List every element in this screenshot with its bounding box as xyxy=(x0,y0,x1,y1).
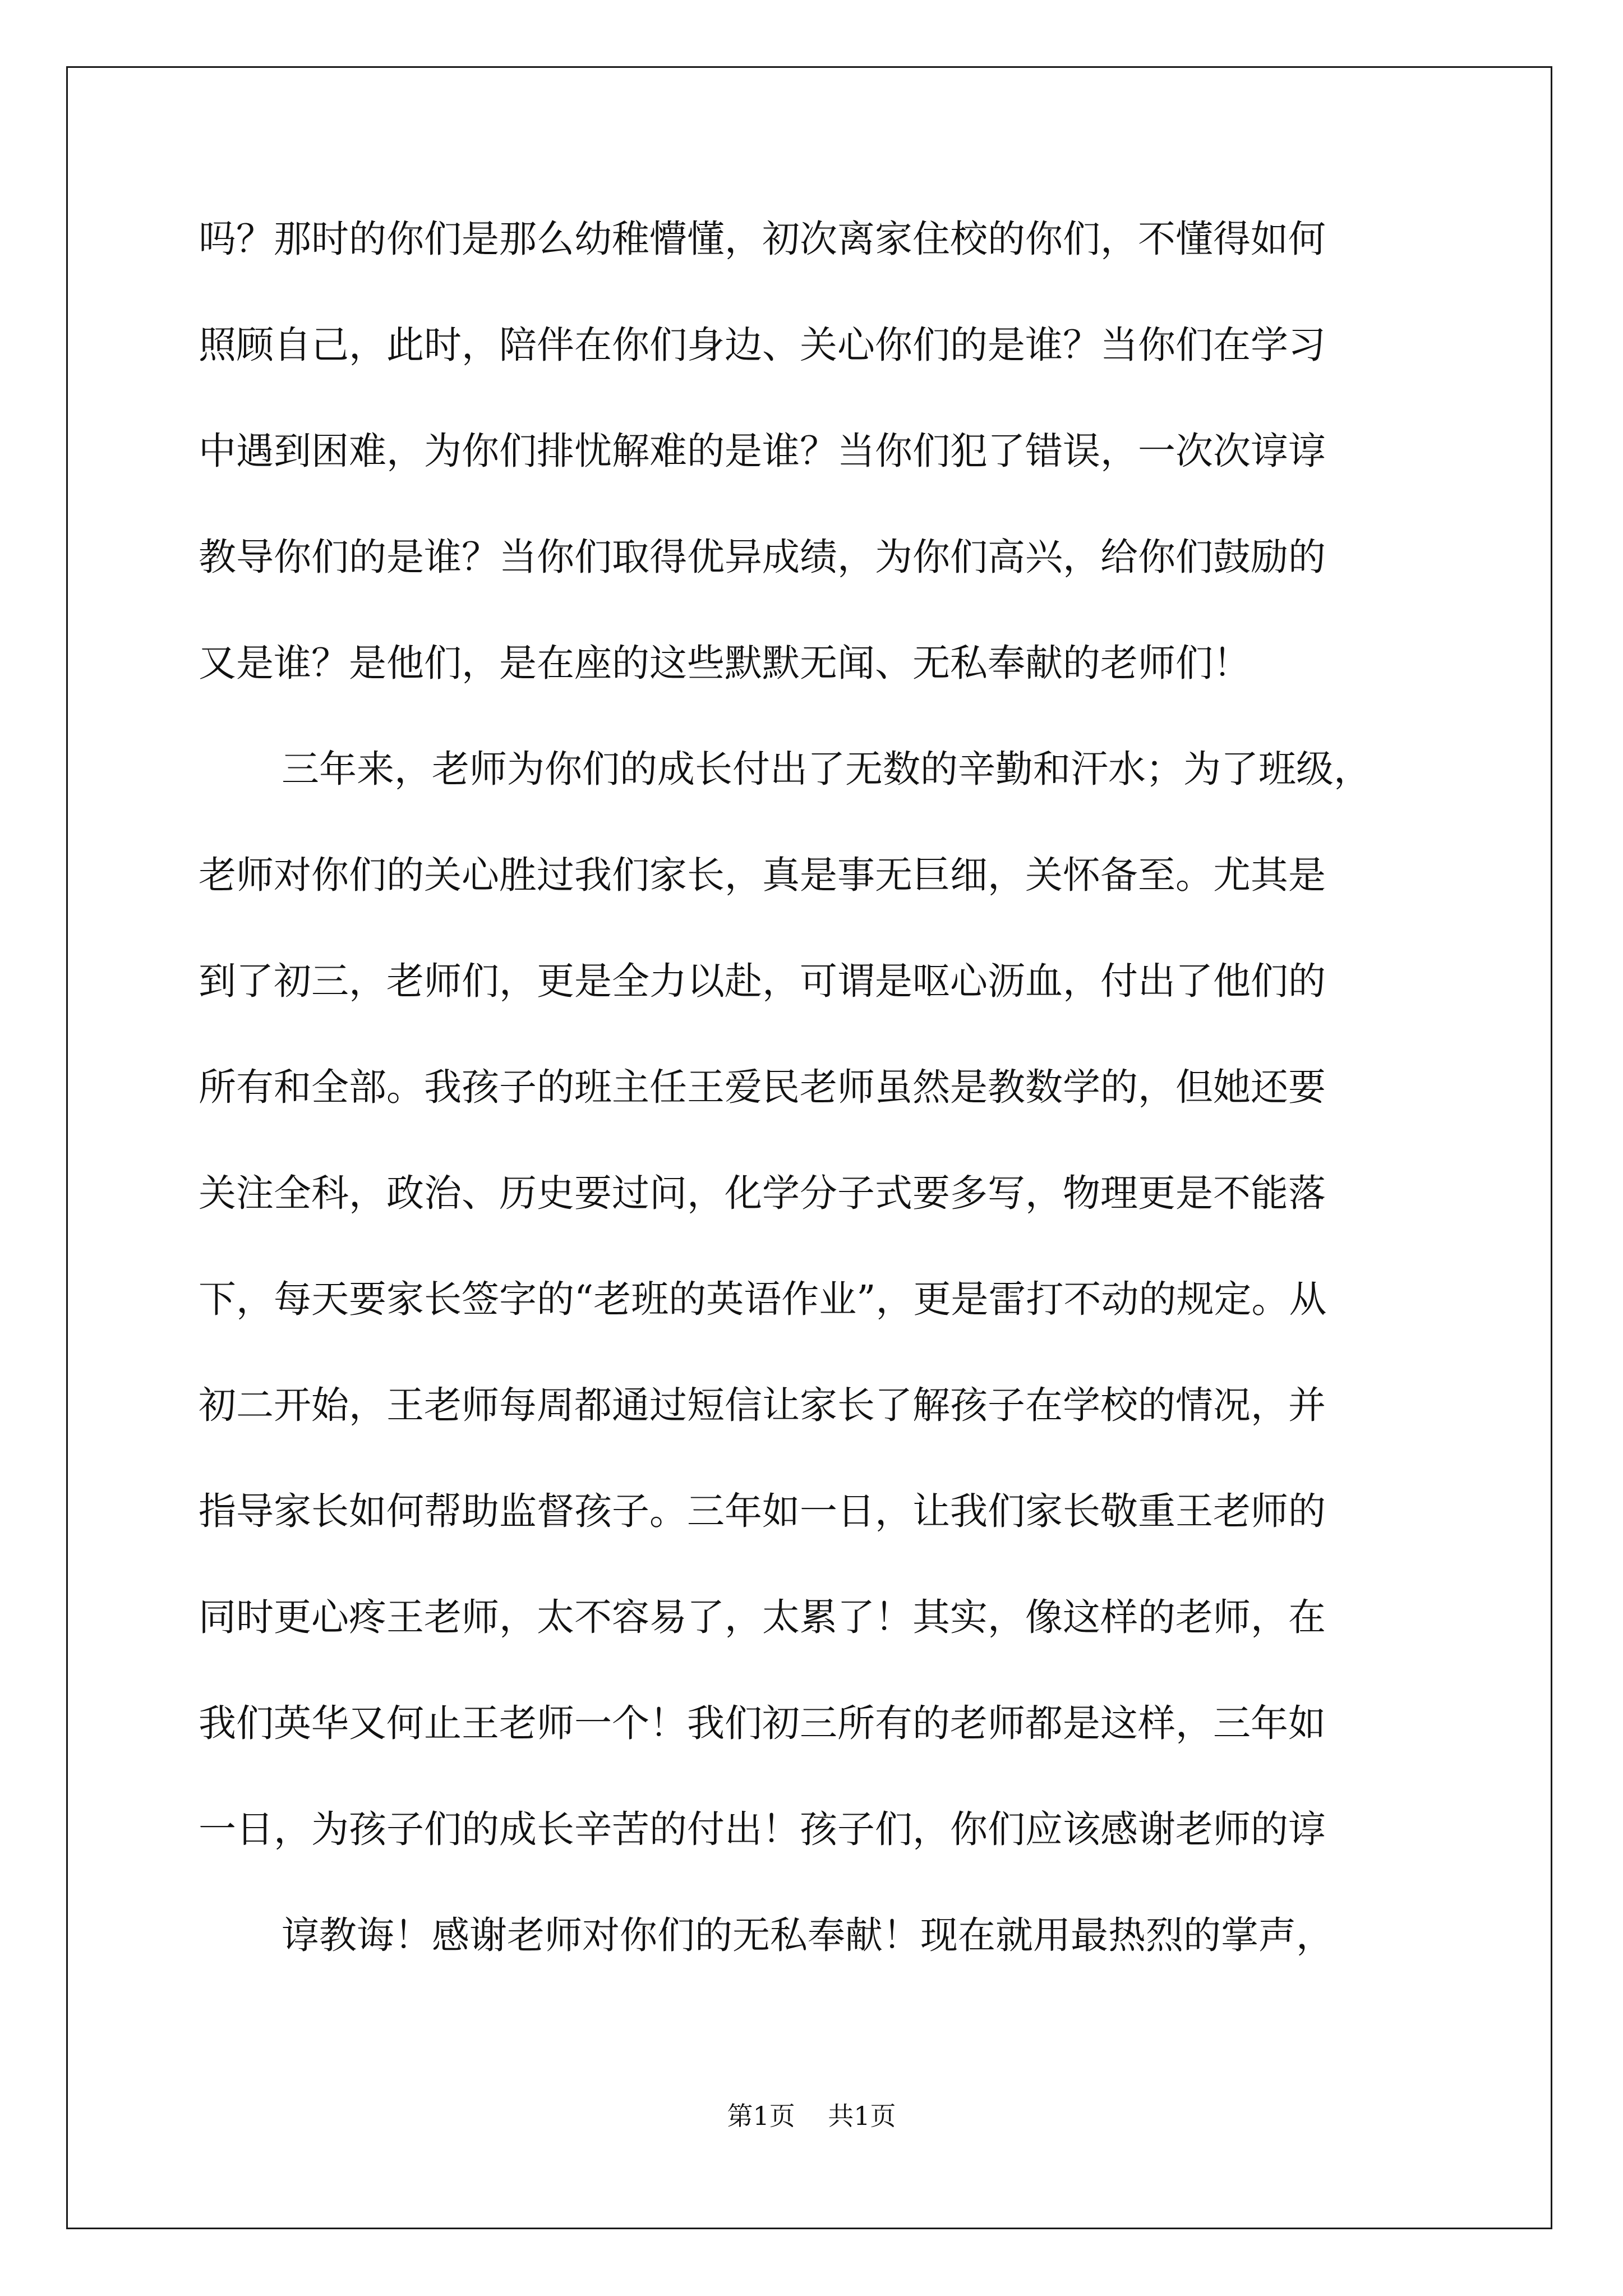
text-line: 一日，为孩子们的成长辛苦的付出！孩子们，你们应该感谢老师的谆 xyxy=(199,1807,1326,1851)
text-line: 照顾自己，此时，陪伴在你们身边、关心你们的是谁？当你们在学习 xyxy=(199,323,1326,367)
text-line: 教导你们的是谁？当你们取得优异成绩，为你们高兴，给你们鼓励的 xyxy=(199,535,1326,579)
document-body xyxy=(199,208,1432,2010)
paragraph-start-line: 三年来，老师为你们的成长付出了无数的辛勤和汗水；为了班级， xyxy=(282,747,1371,791)
text-line: 关注全科，政治、历史要过问，化学分子式要多写，物理更是不能落 xyxy=(199,1171,1326,1215)
paragraph-start-line: 谆教诲！感谢老师对你们的无私奉献！现在就用最热烈的掌声， xyxy=(282,1913,1334,1957)
text-line: 初二开始，王老师每周都通过短信让家长了解孩子在学校的情况，并 xyxy=(199,1383,1326,1427)
text-line: 到了初三，老师们，更是全力以赴，可谓是呕心沥血，付出了他们的 xyxy=(199,959,1326,1003)
text-line: 指导家长如何帮助监督孩子。三年如一日，让我们家长敬重王老师的 xyxy=(199,1489,1326,1533)
text-line: 下，每天要家长签字的“老班的英语作业”，更是雷打不动的规定。从 xyxy=(199,1277,1327,1321)
page-number: 第1页 xyxy=(727,2101,795,2131)
page-footer xyxy=(0,2099,1623,2133)
text-line: 中遇到困难，为你们排忧解难的是谁？当你们犯了错误，一次次谆谆 xyxy=(199,429,1326,473)
total-pages: 共1页 xyxy=(828,2101,896,2131)
text-line: 吗？那时的你们是那么幼稚懵懂，初次离家住校的你们，不懂得如何 xyxy=(199,217,1326,261)
text-line: 同时更心疼王老师，太不容易了，太累了！其实，像这样的老师，在 xyxy=(199,1595,1326,1639)
text-line: 我们英华又何止王老师一个！我们初三所有的老师都是这样，三年如 xyxy=(199,1701,1326,1745)
text-line: 所有和全部。我孩子的班主任王爱民老师虽然是教数学的，但她还要 xyxy=(199,1065,1326,1109)
text-line: 老师对你们的关心胜过我们家长，真是事无巨细，关怀备至。尤其是 xyxy=(199,853,1326,897)
text-line: 又是谁？是他们，是在座的这些默默无闻、无私奉献的老师们！ xyxy=(199,641,1251,685)
